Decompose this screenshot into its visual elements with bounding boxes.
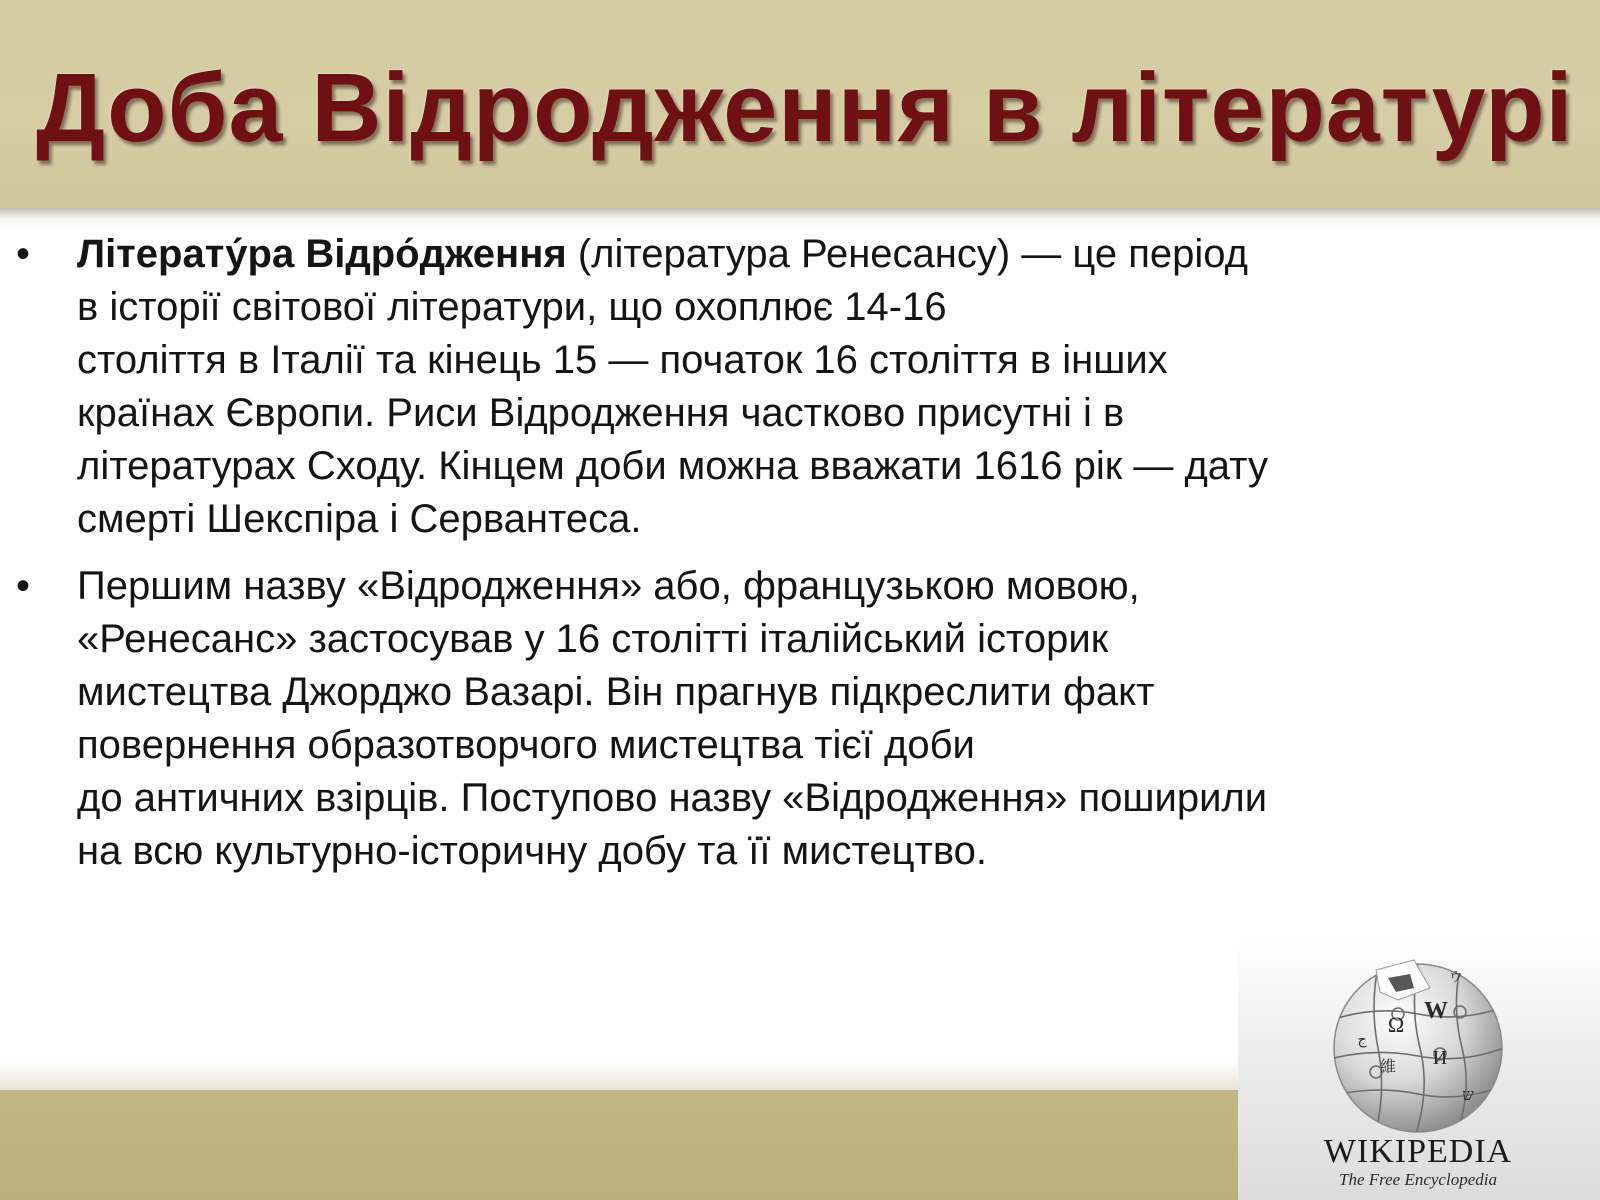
bullet-line: століття в Італії та кінець 15 — початок 16 століття в інших <box>77 338 1168 382</box>
bullet-line: літературах Сходу. Кінцем доби можна вважати 1616 рік — дату <box>77 444 1268 488</box>
globe-glyph: W <box>1424 998 1448 1024</box>
footer-shadow <box>0 1062 1240 1090</box>
bullet-line: мистецтва Джорджо Вазарі. Він прагнув підкреслити факт <box>77 670 1155 714</box>
bullet-marker: • <box>16 232 31 276</box>
globe-glyph: И <box>1432 1047 1448 1069</box>
wikipedia-tagline: The Free Encyclopedia <box>1339 1170 1497 1189</box>
bullet-marker: • <box>16 564 31 608</box>
header-shadow <box>0 208 1600 230</box>
bullet-line <box>77 228 1440 281</box>
bullet-line: на всю культурно-історичну добу та її мистецтво. <box>77 829 987 873</box>
globe-glyph: Ω <box>1387 1012 1405 1037</box>
globe-glyph: ウ <box>1449 971 1463 986</box>
globe-glyph: ج <box>1357 1033 1367 1048</box>
bullet-line: в історії світової літератури, що охоплює 14-16 <box>77 285 947 329</box>
bullet-line: країнах Європи. Риси Відродження частково присутні і в <box>77 391 1125 435</box>
slide-content <box>0 228 1440 892</box>
bullet-line: смерті Шекспіра і Сервантеса. <box>77 497 642 541</box>
footer-band <box>0 1090 1240 1200</box>
bold-term: Літерату́ра Відро́дження <box>77 232 567 276</box>
globe-glyph: ש <box>1462 1087 1474 1104</box>
bullet-item <box>0 560 1440 878</box>
bullet-line: Першим назву «Відродження» або, французькою мовою, <box>77 564 1140 608</box>
bullet-text: (література Ренесансу) — це період <box>566 232 1248 276</box>
bullet-line: повернення образотворчого мистецтва тієї доби <box>77 723 975 767</box>
bullet-line: «Ренесанс» застосував у 16 столітті італійський історик <box>77 617 1109 661</box>
bullet-item <box>0 228 1440 546</box>
wikipedia-globe-icon <box>1318 948 1518 1138</box>
slide-title: Доба Відродження в літературі <box>36 53 1574 162</box>
globe-glyph: 維 <box>1379 1059 1397 1076</box>
bullet-line: до античних взірців. Поступово назву «Відродження» поширили <box>77 776 1268 820</box>
wikipedia-wordmark: WIKIPEDIA <box>1323 1133 1513 1170</box>
